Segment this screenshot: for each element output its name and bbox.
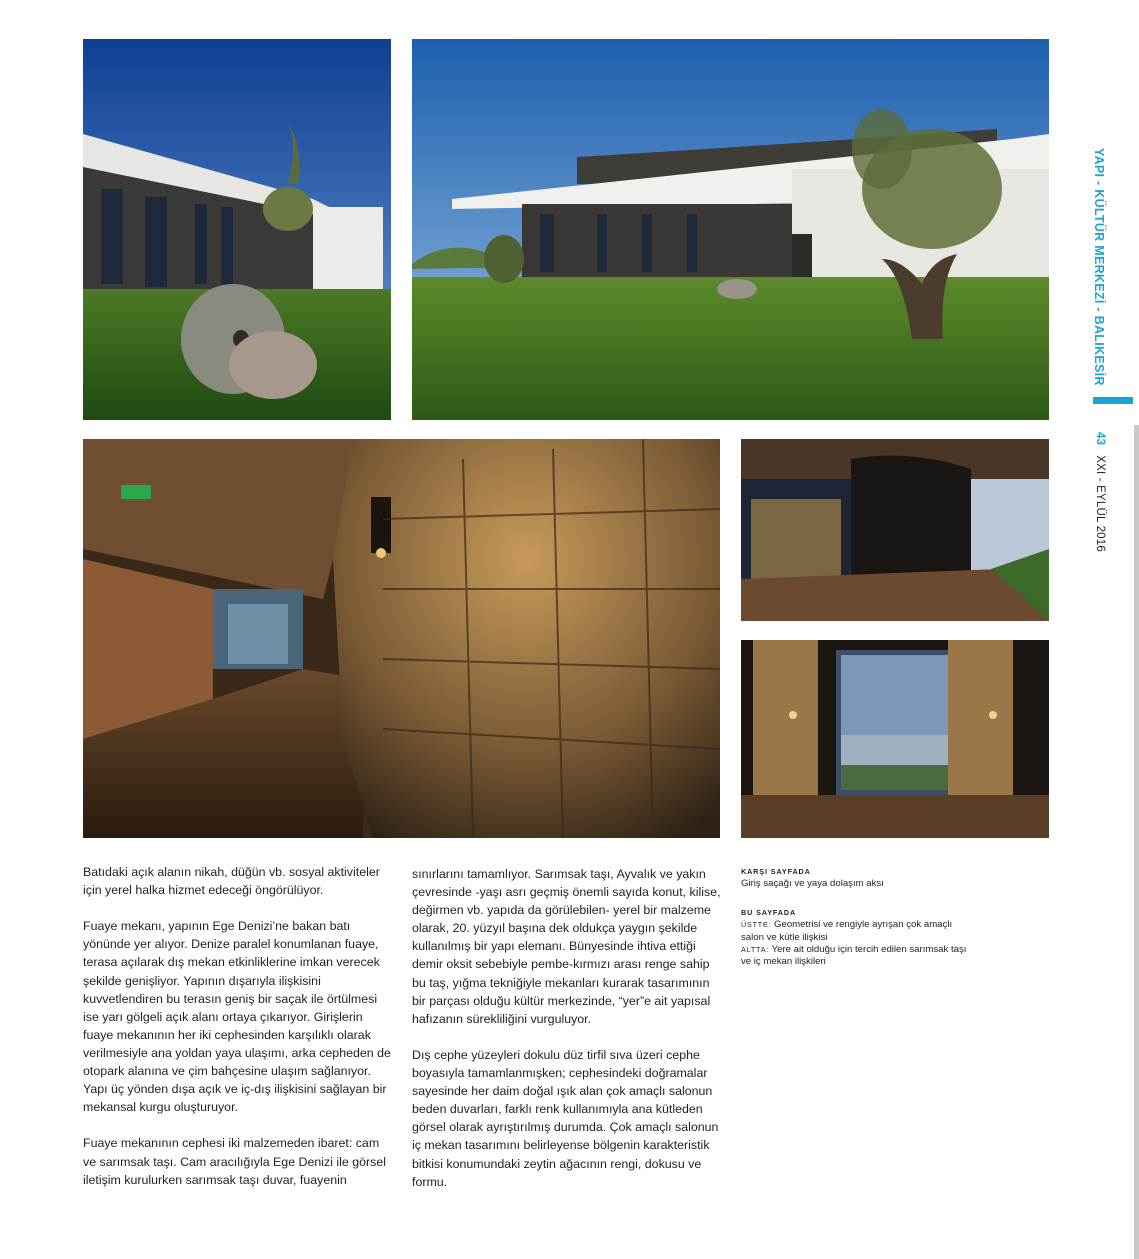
photo-stone-columns-window: [741, 640, 1049, 838]
caption-heading-this-page: BU SAYFADA: [741, 907, 797, 917]
page-edge-rule: [1134, 425, 1139, 1259]
caption-text-top: Geometrisi ve rengiyle ayrışan çok amaçlı salon ve kütle ilişkisi: [741, 919, 953, 943]
body-column-1: [83, 863, 395, 1207]
folio-vertical: [1090, 432, 1110, 582]
caption-text-bottom: Yere ait olduğu için tercih edilen sarımsak taşı ve iç mekan ilişkileri: [741, 944, 967, 968]
section-title: YAPI - KÜLTÜR MERKEZİ - BALIKESİR: [1092, 148, 1106, 386]
caption-key-top: ÜSTTE:: [741, 920, 772, 930]
caption-heading-opposite: KARŞI SAYFADA: [741, 867, 811, 876]
paragraph: Batıdaki açık alanın nikah, düğün vb. sosyal aktiviteler için yerel halka hizmet edeceği öngörülüyor.: [83, 865, 380, 898]
caption-top: [741, 919, 971, 944]
photo-millstones-facade: [83, 39, 391, 420]
paragraph: Fuaye mekanı, yapının Ege Denizi’ne bakan batı yönünde yer alıyor. Denize paralel konumlanan fuaye, terasa açılarak dış mekan etkinliklerine imkan verecek şekilde genişliyor. Yapının dışarıyla ilişkisini kuvvetlendiren bu terasın geniş bir saçak ile örtülmesi ise yarı gölgeli açık alanı ortaya çıkarıyor. Girişlerin fuaye mekanının her iki cephesinden karşılıklı olarak verilmesiyle ana yoldan yaya ulaşımı, arka cepheden de otopark alanına ve çim bahçesine ulaşım sağlanıyor. Yapı üç yönden dışa açık ve iç-dış ilişkisini sağlayan bir mekansal kurgu oluşturuyor.: [83, 919, 391, 1115]
caption-bottom: [741, 944, 971, 969]
page-number: 43: [1094, 432, 1106, 446]
photo-building-olive-tree: [412, 39, 1049, 420]
paragraph: sınırlarını tamamlıyor. Sarımsak taşı, Ayvalık ve yakın çevresinde -yaşı asrı geçmiş önemli sayıda konut, kilise, değirmen vb. yapıda da görülebilen- yerel bir malzeme olarak, 20. yüzyıl başına dek oldukça yaygın şekilde kullanılmış bir yapı elemanı. Bünyesinde ihtiva ettiği demir oksit sebebiyle pembe-kırmızı arası renge sahip bu taş, yığma tekniğiyle mekanları kurarak tasarımının bir parçası olduğu kültür merkezinde, “yer”e ait yapısal hafızanın sürekliliğini vurguluyor.: [412, 867, 721, 1026]
section-title-vertical: [1088, 148, 1112, 386]
paragraph: Fuaye mekanının cephesi iki malzemeden ibaret: cam ve sarımsak taşı. Cam aracılığıyla Ege Denizi ile görsel iletişim kurulurken sarımsak taşı duvar, fuayenin: [83, 1136, 386, 1187]
photo-foyer-stone-wall: [83, 439, 720, 838]
paragraph: Dış cephe yüzeyleri dokulu düz tirfil sıva üzeri cephe boyasıyla tamamlanmışken; cephesindeki doğramalar sayesinde her daim doğal ışık alan çok amaçlı salonun beden duvarları, farklı renk kullanımıyla ana kütleden görsel olarak ayrıştırılmış durumda. Çok amaçlı salonun iç mekan tasarımını belirleyense bölgenin karakteristik bitkisi konumundaki zeytin ağacının rengi, dokusu ve formu.: [412, 1047, 719, 1189]
photo-captions: [741, 866, 971, 985]
accent-bar: [1093, 397, 1133, 404]
caption-text-opposite: Giriş saçağı ve yaya dolaşım aksı: [741, 878, 884, 890]
photo-night-entrance: [741, 439, 1049, 621]
body-column-2: [412, 865, 722, 1209]
caption-key-bottom: ALTTA:: [741, 945, 770, 955]
issue-date: XXI - EYLÜL 2016: [1094, 455, 1106, 552]
